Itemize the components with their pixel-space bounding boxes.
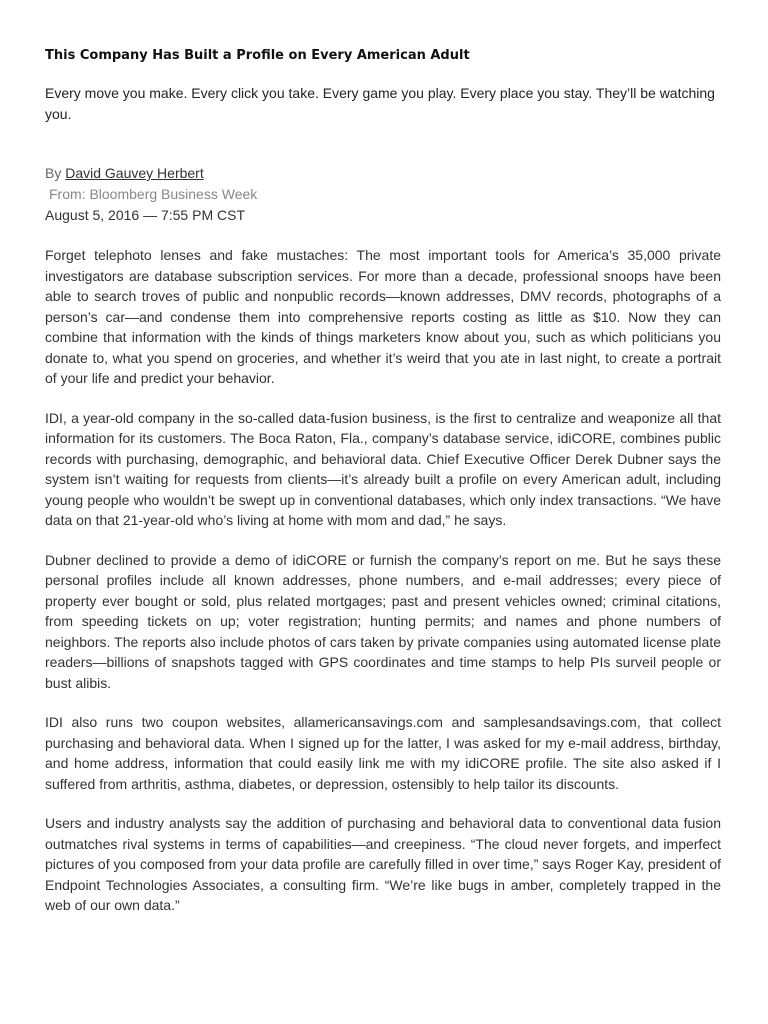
article-title: This Company Has Built a Profile on Every American Adult — [45, 48, 470, 63]
paragraph-1: Forget telephoto lenses and fake mustaches: The most important tools for America’s 35,000 private investigators are database subscription services. For more than a decade, professional snoops have been able to search troves of public and nonpublic records—known addresses, DMV records, photographs of a person’s car—and condense them into comprehensive reports costing as little as $10. Now they can combine that information with the kinds of things marketers know about you, such as which politicians you donate to, what you spend on groceries, and whether it’s weird that you ate in last night, to create a portrait of your life and predict your behavior. — [45, 247, 721, 386]
article-date: August 5, 2016 — 7:55 PM CST — [45, 207, 245, 223]
byline — [45, 163, 721, 184]
author-link[interactable]: David Gauvey Herbert — [65, 165, 204, 181]
byline-label: By — [45, 165, 62, 181]
paragraph-4: IDI also runs two coupon websites, allamericansavings.com and samplesandsavings.com, that collect purchasing and behavioral data. When I signed up for the latter, I was asked for my e-mail address, birthday, and home address, information that could easily link me with my idiCORE profile. The site also asked if I suffered from arthritis, asthma, diabetes, or depression, ostensibly to help tailor its discounts. — [45, 714, 721, 792]
article-source: From: Bloomberg Business Week — [49, 186, 258, 202]
paragraph-5: Users and industry analysts say the addition of purchasing and behavioral data to conventional data fusion outmatches rival systems in terms of capabilities—and creepiness. “The cloud never forgets, and imperfect pictures of you composed from your data profile are carefully filled in over time,” says Roger Kay, president of Endpoint Technologies Associates, a consulting firm. “We’re like bugs in amber, completely trapped in the web of our own data.” — [45, 815, 721, 913]
article-subtitle: Every move you make. Every click you take. Every game you play. Every place you stay. They’ll be watching you. — [45, 85, 715, 122]
article — [45, 46, 721, 916]
paragraph-3: Dubner declined to provide a demo of idiCORE or furnish the company’s report on me. But he says these personal profiles include all known addresses, phone numbers, and e-mail addresses; every piece of property ever bought or sold, plus related mortgages; past and present vehicles owned; criminal citations, from speeding tickets on up; voter registration; hunting permits; and names and phone numbers of neighbors. The reports also include photos of cars taken by private companies using automated license plate readers—billions of snapshots tagged with GPS coordinates and time stamps to help PIs surveil people or bust alibis. — [45, 551, 721, 691]
paragraph-2: IDI, a year-old company in the so-called data-fusion business, is the first to centralize and weaponize all that information for its customers. The Boca Raton, Fla., company’s database service, idiCORE, combines public records with purchasing, demographic, and behavioral data. Chief Executive Officer Derek Dubner says the system isn’t waiting for requests from clients—it’s already built a profile on every American adult, including young people who wouldn’t be swept up in conventional databases, which only index transactions. “We have data on that 21-year-old who’s living at home with mom and dad,” he says. — [45, 409, 721, 528]
